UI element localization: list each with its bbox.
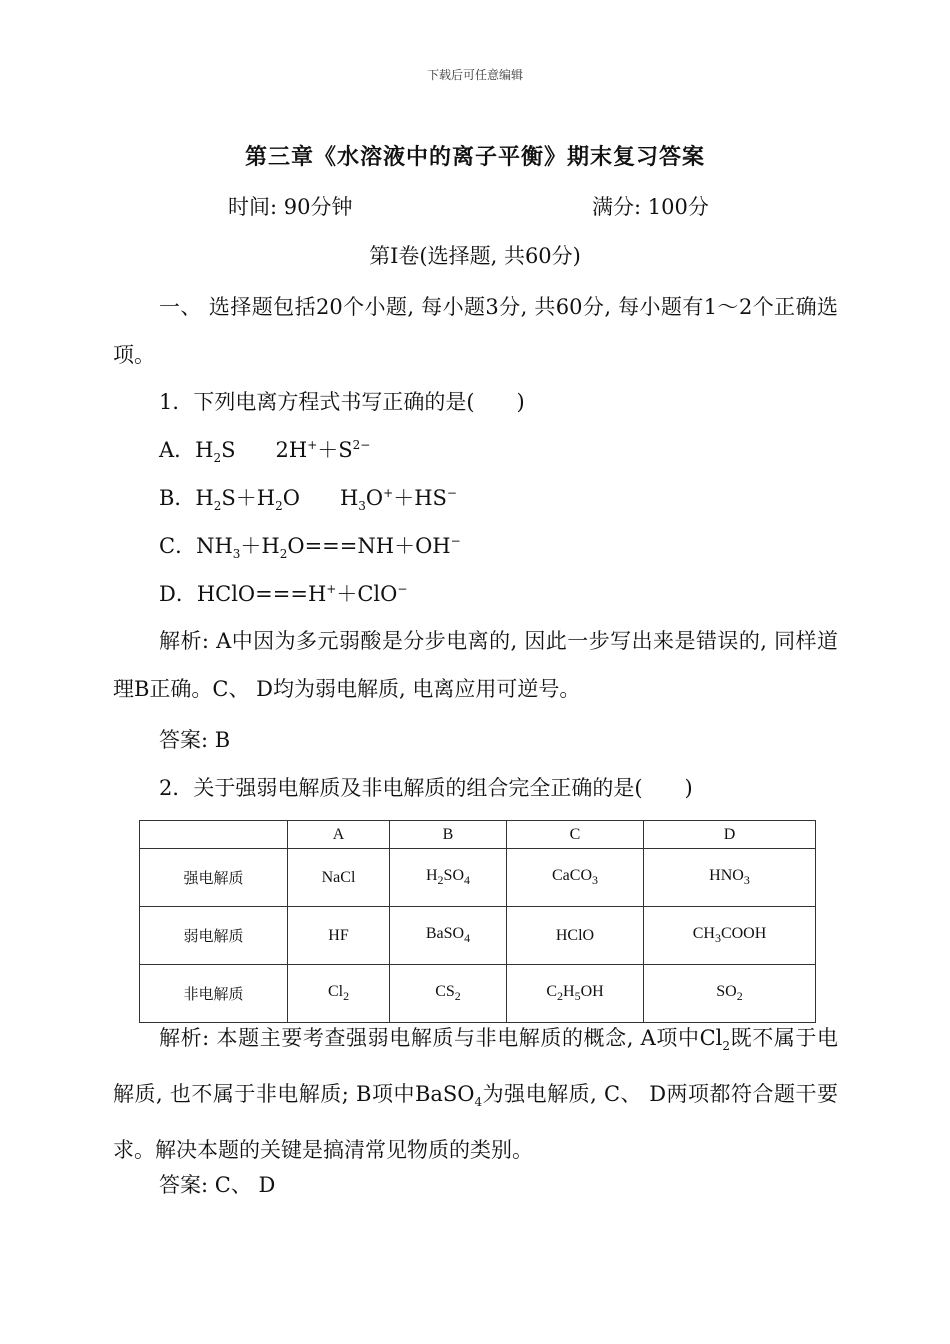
cell-text: H — [425, 866, 438, 884]
q1-option-c-sub: 3 — [232, 547, 241, 562]
q1-option-c-sup: − — [450, 534, 461, 548]
cell-sub: 2 — [557, 989, 563, 1004]
q1-option-c — [159, 530, 461, 561]
q1-option-a-text: 2H — [275, 438, 308, 462]
q1-option-b-text: O — [365, 486, 384, 510]
q1-option-a-text: ＋S — [317, 438, 353, 462]
row-label: 非电解质 — [140, 965, 288, 1023]
question-2-stem: 2．关于强弱电解质及非电解质的组合完全正确的是( ) — [159, 776, 693, 800]
table-header-cell: C — [507, 821, 644, 849]
q1-option-b-sup: + — [383, 486, 394, 500]
q2-analysis-text: 既不属于电解质, 也不属于非电解质; B项中BaSO — [113, 1026, 838, 1107]
q1-option-d-text: D．HClO===H — [159, 582, 327, 606]
table-cell — [288, 849, 390, 907]
electrolyte-table — [139, 820, 816, 1023]
cell-sub: 2 — [437, 873, 444, 888]
cell-text: Cl — [327, 982, 344, 1000]
cell-text: HClO — [555, 926, 595, 944]
cell-sub: 2 — [736, 989, 743, 1004]
q1-option-b-text: ＋HS — [393, 486, 447, 510]
document-title: 第三章《水溶液中的离子平衡》期末复习答案 — [244, 144, 705, 170]
q1-option-c-text: O===NH＋OH — [287, 534, 451, 558]
q1-option-a-text: A．H — [159, 438, 214, 462]
q1-option-d-sup: − — [397, 582, 408, 596]
q1-option-b — [159, 482, 457, 513]
cell-text: CH — [692, 924, 715, 942]
cell-text: HF — [328, 926, 349, 944]
section-intro: 一、 选择题包括20个小题, 每小题3分, 共60分, 每小题有1～2个正确选项。 — [113, 295, 838, 367]
q2-analysis-text: 解析: 本题主要考查强弱电解质与非电解质的概念, A项中Cl — [159, 1026, 723, 1050]
cell-text: COOH — [720, 924, 767, 942]
row-label: 强电解质 — [140, 849, 288, 907]
cell-sub: 3 — [714, 931, 721, 946]
table-cell — [644, 849, 816, 907]
cell-sub: 3 — [592, 873, 598, 888]
cell-text: CS — [435, 982, 455, 1000]
q1-option-d — [159, 578, 407, 608]
full-score: 满分: 100分 — [592, 195, 709, 219]
cell-sub: 2 — [454, 989, 461, 1004]
cell-text: H — [563, 982, 575, 1000]
table-header-cell — [140, 821, 288, 849]
table-cell — [390, 849, 507, 907]
q2-analysis-text: 为强电解质, C、 D两项都符合题干要求。解决本题的关键是搞清常见物质的类别。 — [113, 1082, 838, 1163]
table-cell — [390, 907, 507, 965]
table-cell — [288, 907, 390, 965]
cell-text: SO — [716, 982, 737, 1000]
table-row — [140, 907, 816, 965]
cell-text: OH — [580, 982, 604, 1000]
cell-sub: 2 — [343, 989, 350, 1004]
q1-option-c-sub: 2 — [279, 547, 288, 562]
table-cell — [644, 907, 816, 965]
q1-option-b-sub: 2 — [213, 499, 222, 514]
q1-option-b-sub: 3 — [358, 499, 366, 514]
table-header-row — [140, 821, 816, 849]
q2-answer: 答案: C、 D — [159, 1173, 276, 1197]
cell-text: BaSO — [425, 924, 465, 942]
q2-analysis-sub: 4 — [474, 1095, 483, 1110]
cell-sub: 4 — [464, 931, 471, 946]
cell-sub: 4 — [464, 873, 470, 888]
row-label: 弱电解质 — [140, 907, 288, 965]
q2-analysis-sub: 2 — [722, 1039, 731, 1054]
q1-option-d-text: ＋ClO — [336, 582, 398, 606]
q1-option-c-text: C．NH — [159, 534, 233, 558]
q1-option-a-sup: 2− — [352, 438, 371, 452]
q1-option-b-sup: − — [446, 486, 457, 500]
cell-text: CaCO — [552, 866, 592, 884]
page-header: 下载后可任意编辑 — [426, 68, 523, 82]
q2-analysis — [113, 1014, 838, 1174]
cell-text: C — [546, 982, 557, 1000]
q1-option-b-text: S＋H — [221, 486, 276, 510]
time-limit: 时间: 90分钟 — [228, 195, 353, 219]
q1-analysis: 解析: A中因为多元弱酸是分步电离的, 因此一步写出来是错误的, 同样道理B正确。C、 D均为弱电解质, 电离应用可逆号。 — [113, 629, 838, 701]
q1-option-b-text: B．H — [159, 486, 214, 510]
table-cell — [507, 849, 644, 907]
q1-option-a-text: S — [221, 438, 236, 462]
table-row — [140, 849, 816, 907]
q1-option-a-sub: 2 — [213, 451, 222, 466]
table-header-cell: B — [390, 821, 507, 849]
q1-option-b-sub: 2 — [275, 499, 283, 514]
q1-option-b-text: O — [282, 486, 300, 510]
q1-answer: 答案: B — [159, 728, 231, 752]
cell-text: SO — [443, 866, 464, 884]
question-1-stem: 1．下列电离方程式书写正确的是( ) — [159, 390, 525, 414]
q1-option-a-sup: + — [307, 438, 318, 452]
q1-option-d-sup: + — [326, 582, 337, 596]
cell-text: NaCl — [321, 868, 356, 886]
section-heading: 第Ⅰ卷(选择题, 共60分) — [369, 244, 581, 268]
cell-sub: 3 — [743, 873, 750, 888]
cell-sub: 5 — [574, 989, 581, 1004]
table-cell — [507, 907, 644, 965]
cell-text: HNO — [709, 866, 744, 884]
table-header-cell: A — [288, 821, 390, 849]
table-header-cell: D — [644, 821, 816, 849]
q1-option-c-text: ＋H — [240, 534, 280, 558]
q1-option-a — [159, 434, 370, 465]
q1-option-b-text: H — [339, 486, 359, 510]
